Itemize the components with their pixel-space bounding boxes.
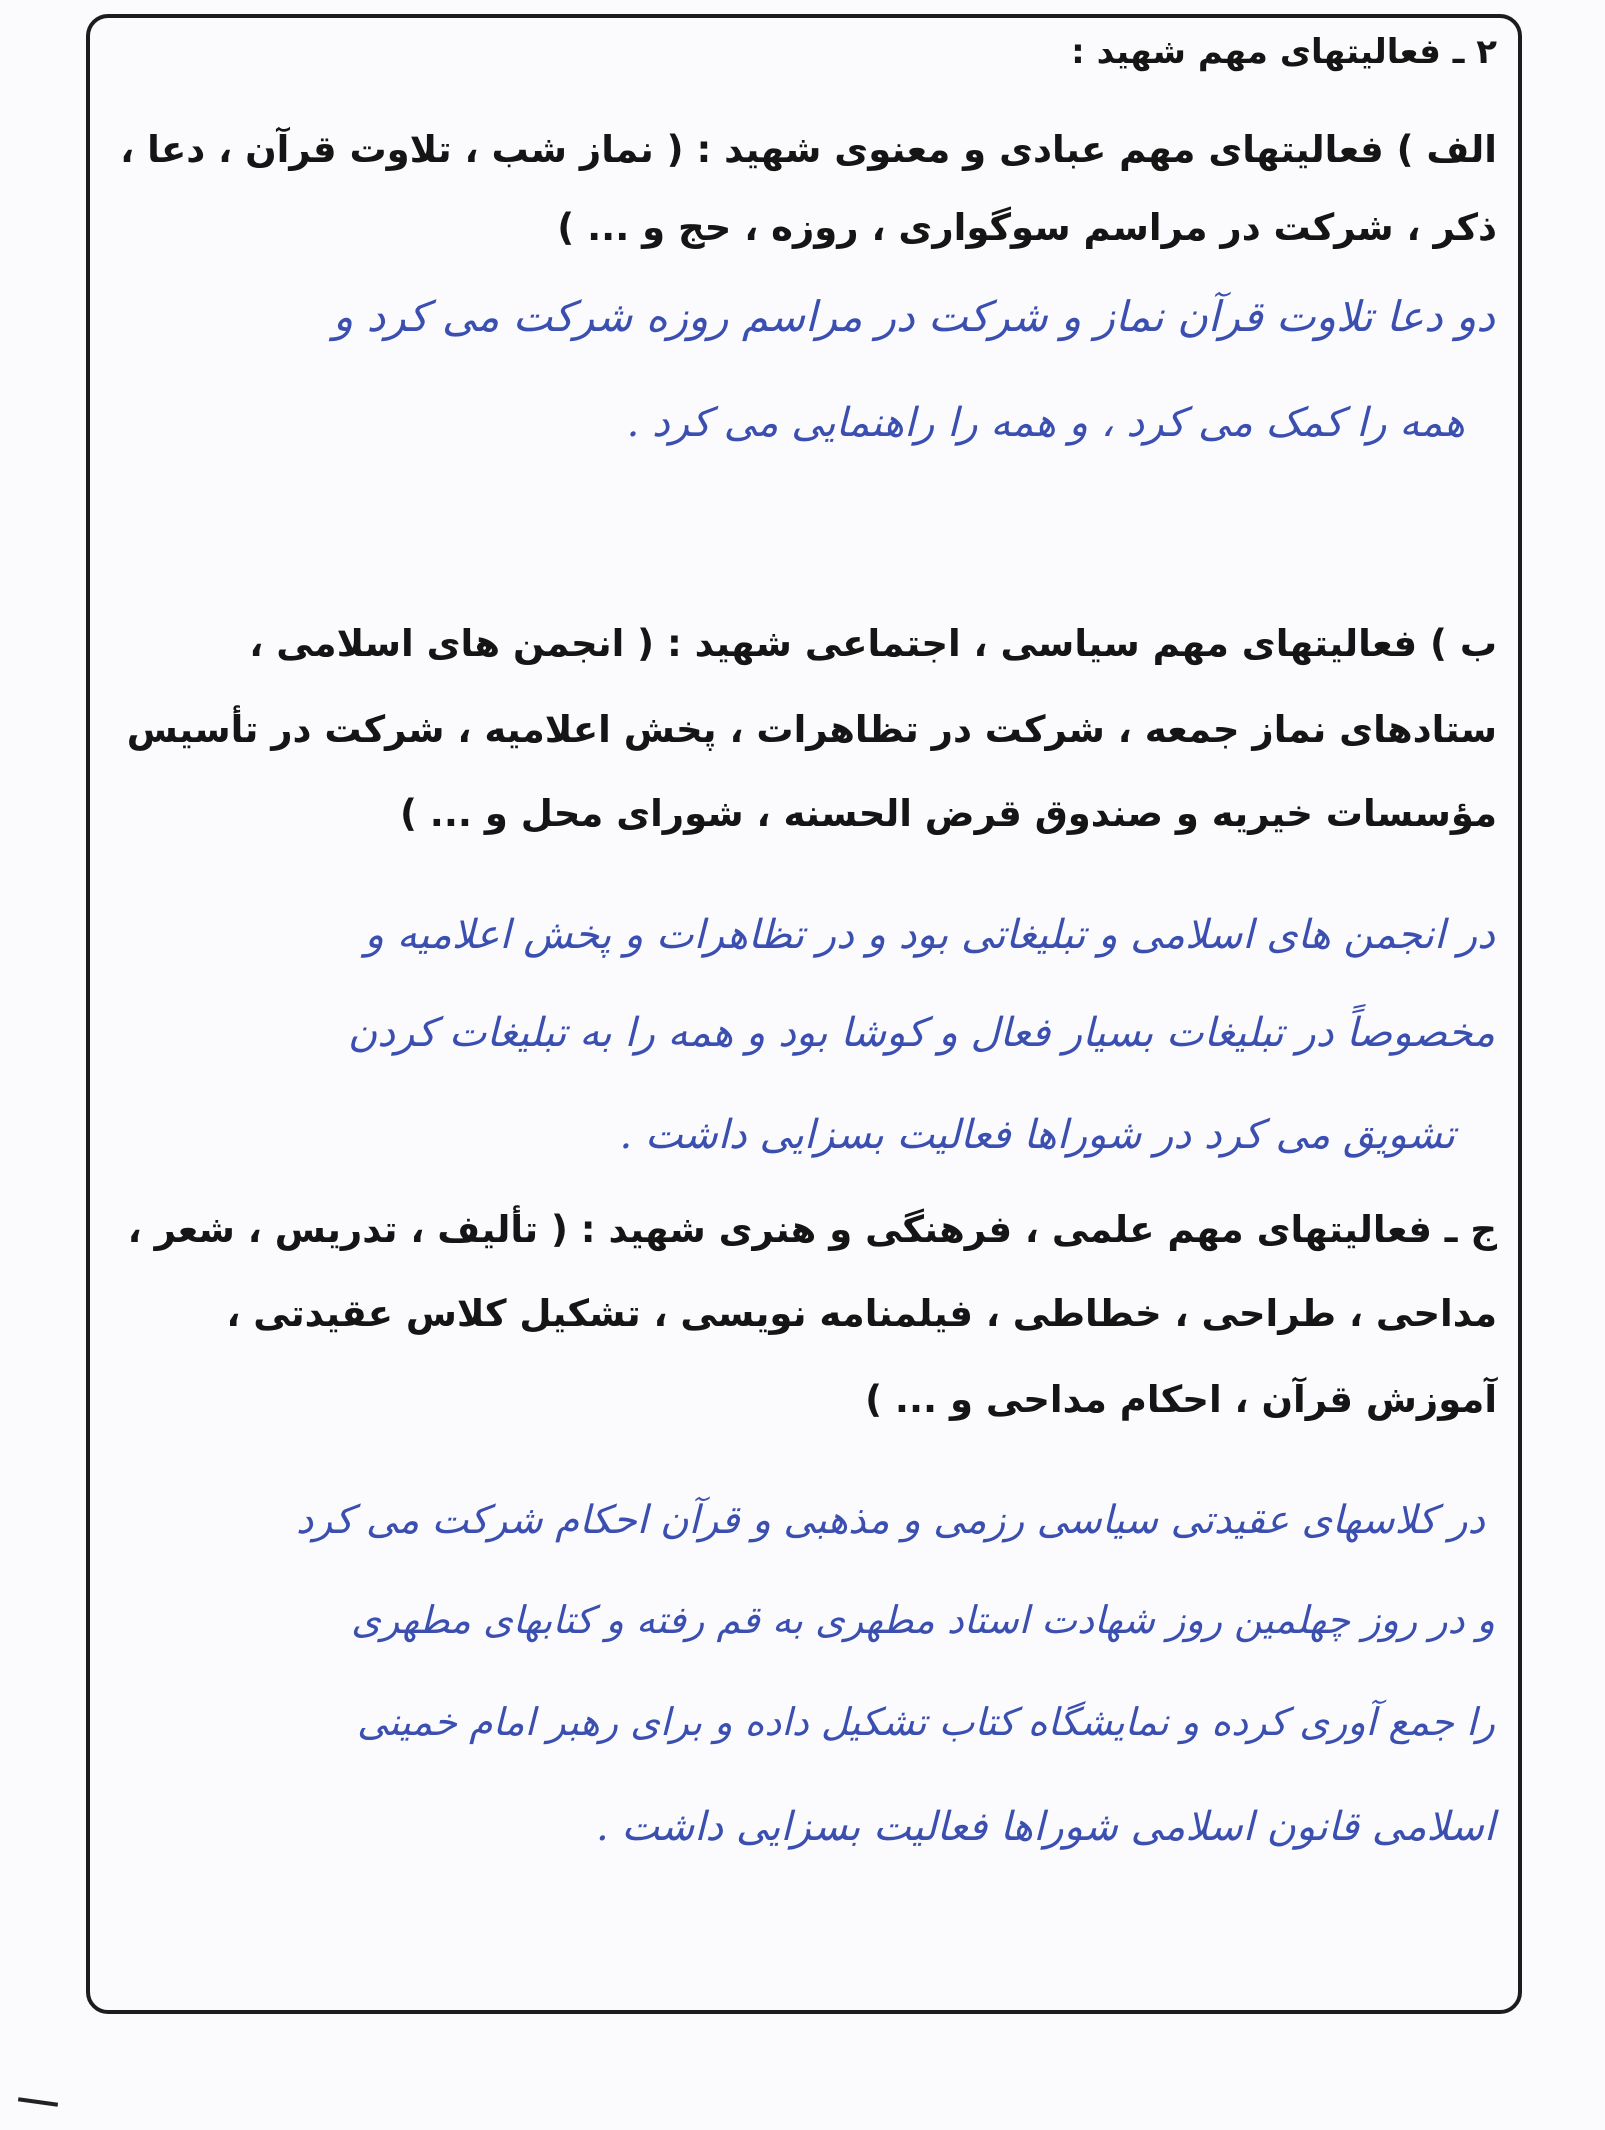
section-c-line-3: آموزش قرآن ، احکام مداحی و ... ) [865,1378,1497,1421]
section-a-line-2: ذکر ، شرکت در مراسم سوگواری ، روزه ، حج و ... ) [557,206,1497,249]
handwritten-c-line-1: در کلاسهای عقیدتی سیاسی رزمی و مذهبی و قرآن احکام شرکت می کرد [296,1498,1485,1543]
handwritten-c-line-2: و در روز چهلمین روز شهادت استاد مطهری به قم رفته و کتابهای مطهری [351,1598,1495,1642]
section-b-line-3: مؤسسات خیریه و صندوق قرض الحسنه ، شورای محل و ... ) [400,792,1497,835]
handwritten-b-line-3: تشویق می کرد در شوراها فعالیت بسزایی داشت . [619,1112,1455,1158]
section-b-line-1: ب ) فعالیتهای مهم سیاسی ، اجتماعی شهید : ( انجمن های اسلامی ، [249,622,1497,665]
section-c-line-2: مداحی ، طراحی ، خطاطی ، فیلمنامه نویسی ، تشکیل کلاس عقیدتی ، [226,1292,1497,1335]
handwritten-a-line-2: همه را کمک می کرد ، و همه را راهنمایی می کرد . [626,400,1465,446]
section-a-line-1: الف ) فعالیتهای مهم عبادی و معنوی شهید : ( نماز شب ، تلاوت قرآن ، دعا ، [120,128,1497,171]
scan-mark [18,2097,58,2107]
handwritten-c-line-3: را جمع آوری کرده و نمایشگاه کتاب تشکیل داده و برای رهبر امام خمینی [357,1700,1495,1744]
section-c-line-1: ج ـ فعالیتهای مهم علمی ، فرهنگی و هنری شهید : ( تألیف ، تدریس ، شعر ، [127,1208,1497,1251]
handwritten-b-line-1: در انجمن های اسلامی و تبلیغاتی بود و در تظاهرات و پخش اعلامیه و [364,912,1495,958]
section-heading: ۲ ـ فعالیتهای مهم شهید : [1071,32,1497,72]
handwritten-b-line-2: مخصوصاً در تبلیغات بسیار فعال و کوشا بود و همه را به تبلیغات کردن [347,1010,1495,1056]
handwritten-a-line-1: دو دعا تلاوت قرآن نماز و شرکت در مراسم روزه شرکت می کرد و [333,292,1495,341]
handwritten-c-line-4: اسلامی قانون اسلامی شوراها فعالیت بسزایی داشت . [596,1804,1495,1850]
section-b-line-2: ستادهای نماز جمعه ، شرکت در تظاهرات ، پخش اعلامیه ، شرکت در تأسیس [126,708,1497,751]
